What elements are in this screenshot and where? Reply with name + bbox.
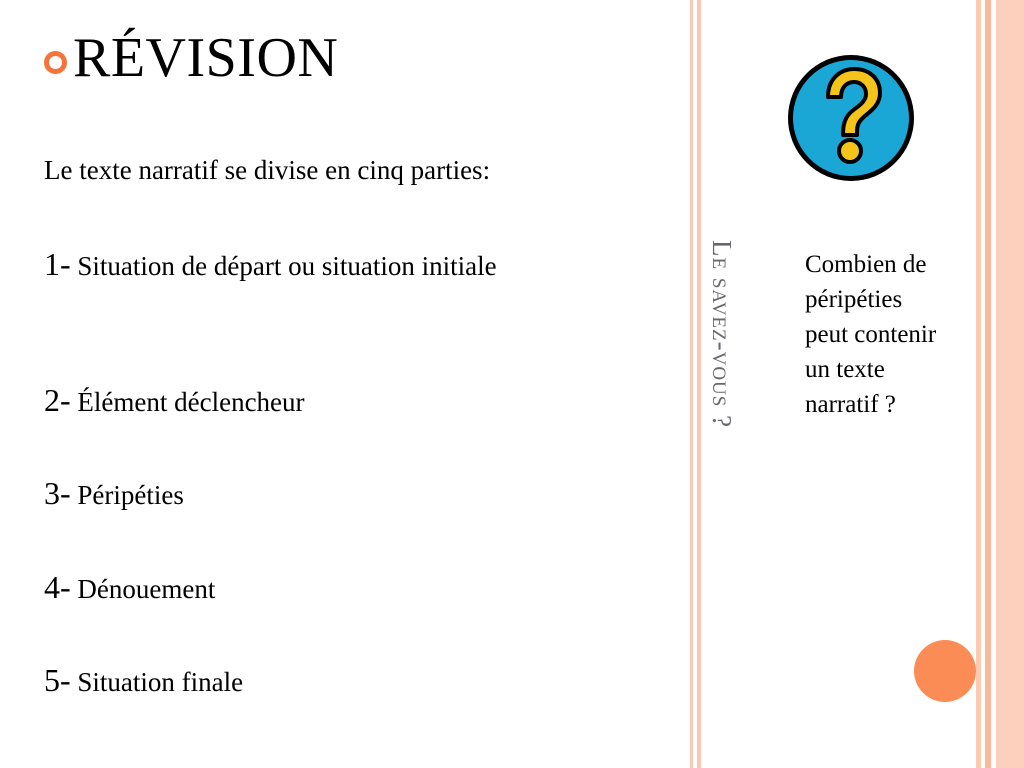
stripe-divider-1 <box>690 0 693 768</box>
stripe-right-2 <box>985 0 991 768</box>
item-text: Élément déclencheur <box>77 387 305 417</box>
item-text: Situation finale <box>77 667 244 697</box>
item-text: Situation de départ ou situation initiale <box>77 251 497 281</box>
intro-text: Le texte narratif se divise en cinq parties: <box>44 155 491 185</box>
list-item <box>44 656 584 706</box>
list-item <box>44 240 584 290</box>
page-title: RÉVISION <box>73 27 339 89</box>
stripe-right-3 <box>996 0 1024 768</box>
list-item <box>44 469 584 519</box>
item-text: Dénouement <box>77 574 216 604</box>
list-item <box>44 563 584 613</box>
item-number: 1- <box>44 246 71 282</box>
item-text: Péripéties <box>77 480 184 510</box>
stripe-divider-2 <box>697 0 701 768</box>
title-row <box>44 27 339 89</box>
item-number: 3- <box>44 475 71 511</box>
question-mark-icon <box>786 53 916 183</box>
item-number: 5- <box>44 662 71 698</box>
side-heading: Le savez-vous ? <box>707 240 737 429</box>
stripe-right-1 <box>976 0 981 768</box>
item-number: 2- <box>44 382 71 418</box>
list-item <box>44 376 584 426</box>
side-question: Combien de péripéties peut contenir un texte narratif ? <box>805 251 937 418</box>
item-number: 4- <box>44 569 71 605</box>
decorative-dot <box>914 640 976 702</box>
bullet-ring-icon <box>44 51 67 74</box>
